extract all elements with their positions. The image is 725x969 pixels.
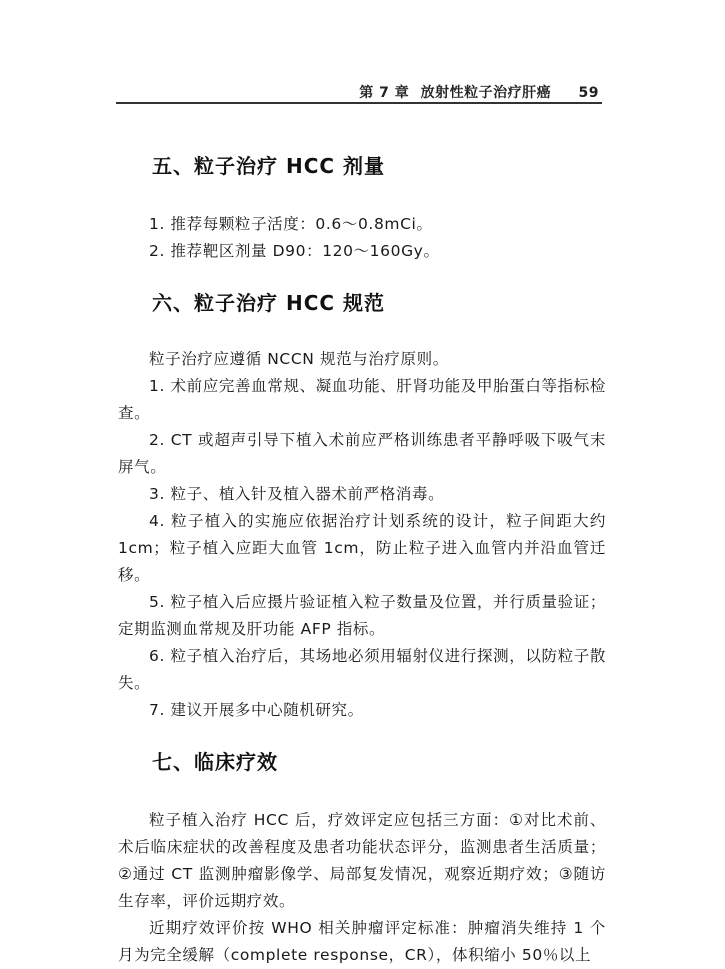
section-heading-dose: 五、粒子治疗 HCC 剂量: [152, 154, 386, 178]
paragraph: 近期疗效评价按 WHO 相关肿瘤评定标准：肿瘤消失维持 1 个月为完全缓解（complete response，CR），体积缩小 50％以上: [118, 919, 606, 964]
list-item: 7. 建议开展多中心随机研究。: [149, 701, 364, 719]
list-item: 1. 推荐每颗粒子活度：0.6～0.8mCi。: [149, 215, 433, 233]
list-item: 2. CT 或超声引导下植入术前应严格训练患者平静呼吸下吸气末屏气。: [118, 431, 606, 476]
list-item: 6. 粒子植入治疗后，其场地必须用辐射仪进行探测，以防粒子散失。: [118, 647, 606, 692]
paragraph: 粒子植入治疗 HCC 后，疗效评定应包括三方面：①对比术前、术后临床症状的改善程度及患者功能状态评分，监测患者生活质量；②通过 CT 监测肿瘤影像学、局部复发情况，观察近期疗效；③随访生存率，评价远期疗效。: [118, 811, 606, 910]
section-dose-body: [118, 211, 606, 265]
section-heading-efficacy: 七、临床疗效: [152, 750, 278, 774]
chapter-title: 放射性粒子治疗肝癌: [420, 85, 552, 101]
header-rule: [116, 102, 602, 104]
section-efficacy-body: [118, 807, 606, 969]
list-item: 2. 推荐靶区剂量 D90：120～160Gy。: [149, 242, 440, 260]
list-item: 1. 术前应完善血常规、凝血功能、肝肾功能及甲胎蛋白等指标检查。: [118, 377, 606, 422]
chapter-label: 第 7 章: [359, 85, 410, 101]
section-heading-standards: 六、粒子治疗 HCC 规范: [152, 291, 386, 315]
running-header: [116, 82, 599, 102]
list-item: 5. 粒子植入后应摄片验证植入粒子数量及位置，并行质量验证；定期监测血常规及肝功能 AFP 指标。: [118, 593, 606, 638]
page-number: 59: [578, 85, 599, 101]
paragraph: 粒子治疗应遵循 NCCN 规范与治疗原则。: [149, 350, 449, 368]
page-body: [118, 140, 606, 969]
list-item: 3. 粒子、植入针及植入器术前严格消毒。: [149, 485, 445, 503]
section-standards-body: [118, 346, 606, 724]
list-item: 4. 粒子植入的实施应依据治疗计划系统的设计，粒子间距大约 1cm；粒子植入应距大血管 1cm，防止粒子进入血管内并沿血管迁移。: [118, 512, 606, 584]
